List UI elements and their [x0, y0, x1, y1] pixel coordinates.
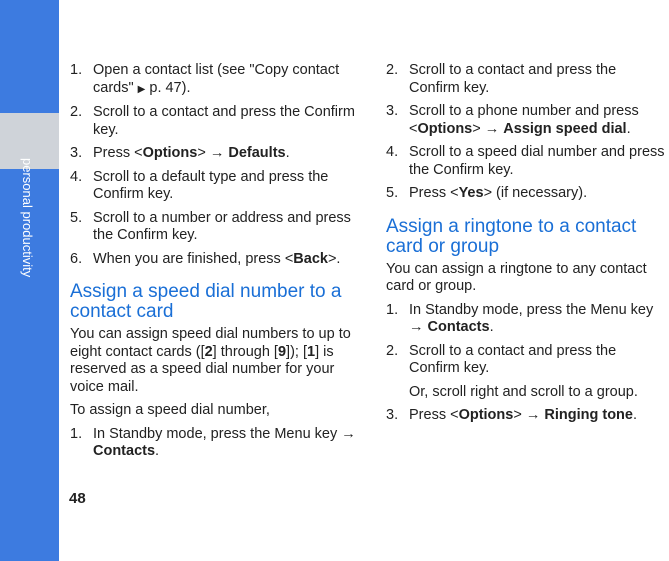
- step-text: .: [285, 145, 290, 161]
- list-item: [70, 145, 358, 163]
- sidebar-band: [0, 0, 59, 561]
- step-text: Scroll to a contact and press the Confirm key.: [409, 342, 617, 376]
- step-text: > →: [513, 407, 545, 423]
- menu-option-label: Defaults: [228, 145, 286, 161]
- step-text: .: [632, 407, 637, 423]
- list-item: [386, 343, 669, 378]
- step-number: 3.: [386, 103, 399, 119]
- step-text: Press <: [409, 407, 459, 423]
- list-item: [70, 210, 358, 245]
- paragraph: To assign a speed dial number,: [70, 402, 270, 418]
- sub-note: Or, scroll right and scroll to a group.: [409, 383, 638, 400]
- step-text: .: [489, 319, 494, 335]
- step-number: 3.: [386, 407, 399, 423]
- menu-option-label: Contacts: [427, 319, 490, 335]
- step-number: 2.: [386, 62, 399, 78]
- step-text: In Standby mode, press the Menu key →: [409, 301, 654, 335]
- paragraph-text: ] is reserved as a speed dial number for your voice mail.: [70, 343, 335, 395]
- paragraph-text: You can assign speed dial numbers to up to eight contact cards ([: [70, 326, 351, 360]
- step-number: 6.: [70, 250, 83, 267]
- section-heading: Assign a speed dial number to a contact card: [70, 281, 342, 322]
- step-number: 1.: [70, 425, 83, 442]
- step-text: Scroll to a contact and press the Confirm key.: [409, 62, 617, 96]
- step-number: 2.: [70, 104, 83, 120]
- step-number: 4.: [386, 144, 399, 160]
- list-item: [70, 62, 358, 98]
- paragraph: [70, 326, 358, 396]
- step-text: Scroll to a number or address and press the Confirm key.: [93, 209, 351, 243]
- step-text: > (if necessary).: [483, 185, 588, 201]
- step-text: Scroll to a phone number and press <: [409, 103, 639, 137]
- step-number: 4.: [70, 168, 83, 185]
- menu-option-label: Contacts: [93, 443, 156, 459]
- list-item: [70, 104, 358, 139]
- section-label: personal productivity: [20, 158, 35, 278]
- paragraph-text: ] through [: [212, 343, 278, 360]
- step-text: Press <: [93, 145, 143, 161]
- step-number: 5.: [70, 209, 83, 226]
- step-list: [386, 407, 669, 425]
- step-number: 3.: [70, 145, 83, 161]
- softkey-label: Yes: [458, 185, 484, 201]
- list-item: [70, 251, 358, 269]
- step-list: [386, 302, 669, 378]
- paragraph-text: ]); [: [286, 343, 307, 360]
- step-text: Press <: [409, 185, 459, 201]
- menu-option-label: Assign speed dial: [503, 120, 627, 137]
- left-column: [70, 62, 358, 467]
- list-item: [386, 62, 669, 97]
- step-list: [386, 62, 669, 203]
- step-text: .: [626, 120, 631, 137]
- list-item: [386, 302, 669, 337]
- step-number: 1.: [386, 301, 399, 318]
- softkey-label: Options: [417, 120, 473, 137]
- softkey-label: Options: [458, 407, 514, 423]
- paragraph: You can assign a ringtone to any contact card or group.: [386, 260, 647, 294]
- right-column: [386, 62, 669, 431]
- step-text: .: [155, 443, 160, 459]
- list-item: [70, 169, 358, 204]
- step-text: > →: [197, 145, 229, 161]
- list-item: [386, 185, 669, 203]
- key-label: 1: [307, 343, 316, 360]
- step-text: Scroll to a default type and press the Confirm key.: [93, 168, 329, 202]
- softkey-label: Options: [142, 145, 198, 161]
- triangle-arrow-icon: ▶: [137, 83, 146, 95]
- step-text: >.: [327, 250, 341, 267]
- list-item: [70, 426, 358, 461]
- list-item: [386, 103, 669, 138]
- page-ref: p. 47).: [149, 79, 191, 96]
- step-text: Open a contact list (see "Copy contact cards": [93, 62, 340, 96]
- step-text: When you are finished, press <: [93, 250, 294, 267]
- key-label: 9: [277, 343, 287, 360]
- step-list: [70, 426, 358, 461]
- step-number: 1.: [70, 62, 83, 78]
- key-label: 2: [204, 343, 213, 360]
- softkey-label: Back: [293, 250, 328, 267]
- step-text: In Standby mode, press the Menu key →: [93, 425, 356, 442]
- step-number: 5.: [386, 185, 399, 201]
- step-text: > →: [472, 120, 504, 137]
- list-item: [386, 144, 669, 179]
- step-text: Scroll to a speed dial number and press the Confirm key.: [409, 144, 665, 178]
- step-number: 2.: [386, 342, 399, 359]
- list-item: [386, 407, 669, 425]
- step-text: Scroll to a contact and press the Confirm key.: [93, 104, 355, 138]
- step-list: [70, 62, 358, 268]
- section-heading: Assign a ringtone to a contact card or group: [386, 215, 637, 257]
- page-number: 48: [69, 490, 86, 507]
- menu-option-label: Ringing tone: [544, 407, 633, 423]
